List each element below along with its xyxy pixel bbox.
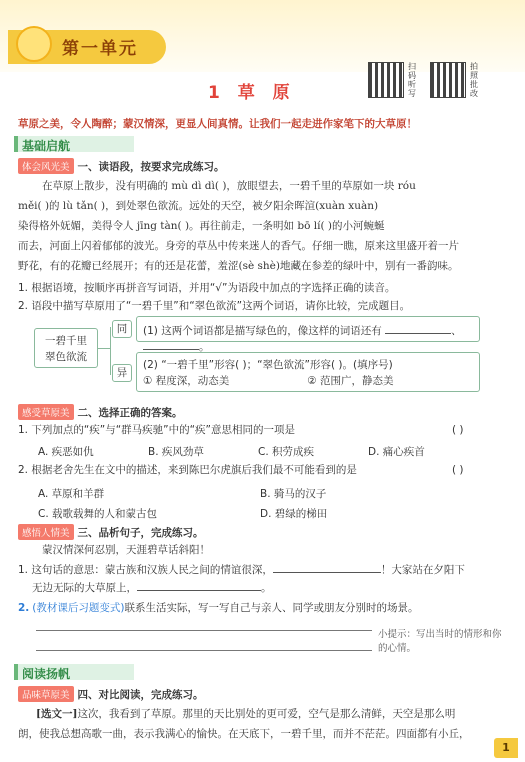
part1-question-2: 2. 语段中描写草原用了“一碧千里”和“翠色欲流”这两个词语，请你比较，完成题目。 [18,300,411,312]
answer-blank[interactable] [385,322,451,334]
same-label: 同 [112,320,132,338]
choice-option[interactable]: C. 积劳成疾 [258,446,315,458]
diagram-word: 翠色欲流 [45,351,87,363]
lesson-title: 1 草 原 [208,83,296,103]
q-text: 联系生活实际，写一写自己与亲人、同学或朋友分别时的场景。 [124,602,419,614]
choice-option[interactable]: B. 疾风劲草 [148,446,204,458]
passage-line: 野花，有的花瓣已经展开；有的还是花蕾，羞涩(sè shè)地藏在参差的绿叶中，别有一番韵味。 [18,260,459,272]
hint-box: 小提示：写出当时的情形和你的心情。 [378,629,502,654]
qr-code-icon[interactable] [368,62,404,98]
part4-heading-row [18,686,204,702]
part1-heading-row [18,158,225,174]
part4-passage-line: 朗，使我总想高歌一曲，表示我满心的愉快。在天底下，一碧千里，而并不茫茫。四面都有小丘， [18,728,470,740]
diagram-word: 一碧千里 [45,335,87,347]
qr-photo-label: 拍照批改 [470,62,478,98]
textbook-tag: (教材课后习题变式) [32,602,125,614]
same-box: (1) 这两个词语都是描写绿色的，像这样的词语还有 、。 [136,316,480,342]
part2-question-1: 1. 下列加点的“疾”与“群马疾驰”中的“疾”意思相同的一项是 [18,424,295,436]
part3-heading: 三、品析句子，完成练习。 [77,527,204,539]
choice-option[interactable]: D. 碧绿的梯田 [260,508,328,520]
answer-blank[interactable] [143,338,199,350]
connector [110,327,111,375]
part3-question-2: 2. (教材课后习题变式)联系生活实际，写一写自己与亲人、同学或朋友分别时的场景。 [18,602,419,614]
passage-text: 这次，我看到了草原。那里的天比别处的更可爱，空气是那么清鲜，天空是那么明 [77,708,456,720]
part1-badge: 体会风光美 [18,158,74,174]
part3-quote: 蒙汉情深何忍别，天涯碧草话斜阳！ [42,544,210,556]
writing-line[interactable] [36,650,372,651]
passage-line: 而去，河面上闪着郁郁的波光。身旁的草丛中传来迷人的香气。仔细一瞧，原来这里盛开着一片 [18,240,459,252]
passage-line: 染得格外妩媚，美得令人 jīng tàn( )。再往前走，一条明如 bō lí( )的小河蜿蜒 [18,220,385,232]
sun-icon [16,26,52,62]
choice-option[interactable]: D. 痛心疾首 [368,446,425,458]
answer-paren[interactable]: ( ) [452,424,464,436]
diff-text: (2) “一碧千里”形容( )；“翠色欲流”形容( )。(填序号) [143,359,393,371]
answer-blank[interactable] [273,561,381,573]
unit-title: 第一单元 [62,39,138,59]
passage-line: měi( )的 lù tǎn( )，到处翠色欲流。远处的天空，被夕阳余晖渲(xuàn xuàn) [18,200,379,212]
part2-question-2: 2. 根据老舍先生在文中的描述，来到陈巴尔虎旗后我们最不可能看到的是 [18,464,357,476]
q-text: 1. 这句话的意思：蒙古族和汉族人民之间的情谊很深， [18,564,273,576]
diagram-words-box [34,328,98,368]
part3-question-1 [18,560,508,580]
diff-option: ② 范围广，静态美 [307,375,394,387]
page-number: 1 [494,738,518,758]
part4-passage-line [18,704,496,724]
same-text: (1) 这两个词语都是描写绿色的，像这样的词语还有 [143,325,382,337]
diff-box [136,352,480,392]
section-title-1: 基础启航 [22,139,71,153]
choice-option[interactable]: B. 骑马的汉子 [260,488,327,500]
choice-option[interactable]: A. 草原和羊群 [38,488,105,500]
part2-heading-row [18,404,183,420]
q-text: 无边无际的大草原上， [32,582,137,594]
q-text: ！大家站在夕阳下 [380,564,465,576]
diff-option: ① 程度深，动态美 [143,375,230,387]
qr-scan-label: 扫码听写 [408,62,416,98]
part3-badge: 感悟人情美 [18,524,74,540]
part2-heading: 二、选择正确的答案。 [77,407,183,419]
answer-blank[interactable] [137,579,261,591]
part2-q1-options [38,444,478,459]
part3-heading-row [18,524,204,540]
section-title-2: 阅读扬帆 [22,667,71,681]
writing-line[interactable] [36,630,372,631]
answer-paren[interactable]: ( ) [452,464,464,476]
passage-line: 在草原上散步，没有明确的 mù dì dì( )，放眼望去，一碧千里的草原如一块 róu [42,180,416,192]
part1-question-1: 1. 根据语境，按顺序再拼音写词语，并用“√”为语段中加点的字选择正确的读音。 [18,282,396,294]
q-text: 。 [261,582,272,594]
part4-heading: 四、对比阅读，完成练习。 [77,689,204,701]
part1-passage [18,176,508,276]
part2-badge: 感受草原美 [18,404,74,420]
choice-option[interactable]: A. 疾恶如仇 [38,446,94,458]
part4-badge: 品味草原美 [18,686,74,702]
connector [98,348,110,349]
qr-code-icon[interactable] [430,62,466,98]
diff-label: 异 [112,364,132,382]
choice-option[interactable]: C. 载歌载舞的人和蒙古包 [38,508,158,520]
part1-heading: 一、读语段，按要求完成练习。 [77,161,225,173]
intro-text: 草原之美，令人陶醉；蒙汉情深，更显人间真情。让我们一起走进作家笔下的大草原！ [18,118,417,130]
passage-tag: [选文一] [36,708,78,720]
part3-question-1-cont [32,578,522,598]
